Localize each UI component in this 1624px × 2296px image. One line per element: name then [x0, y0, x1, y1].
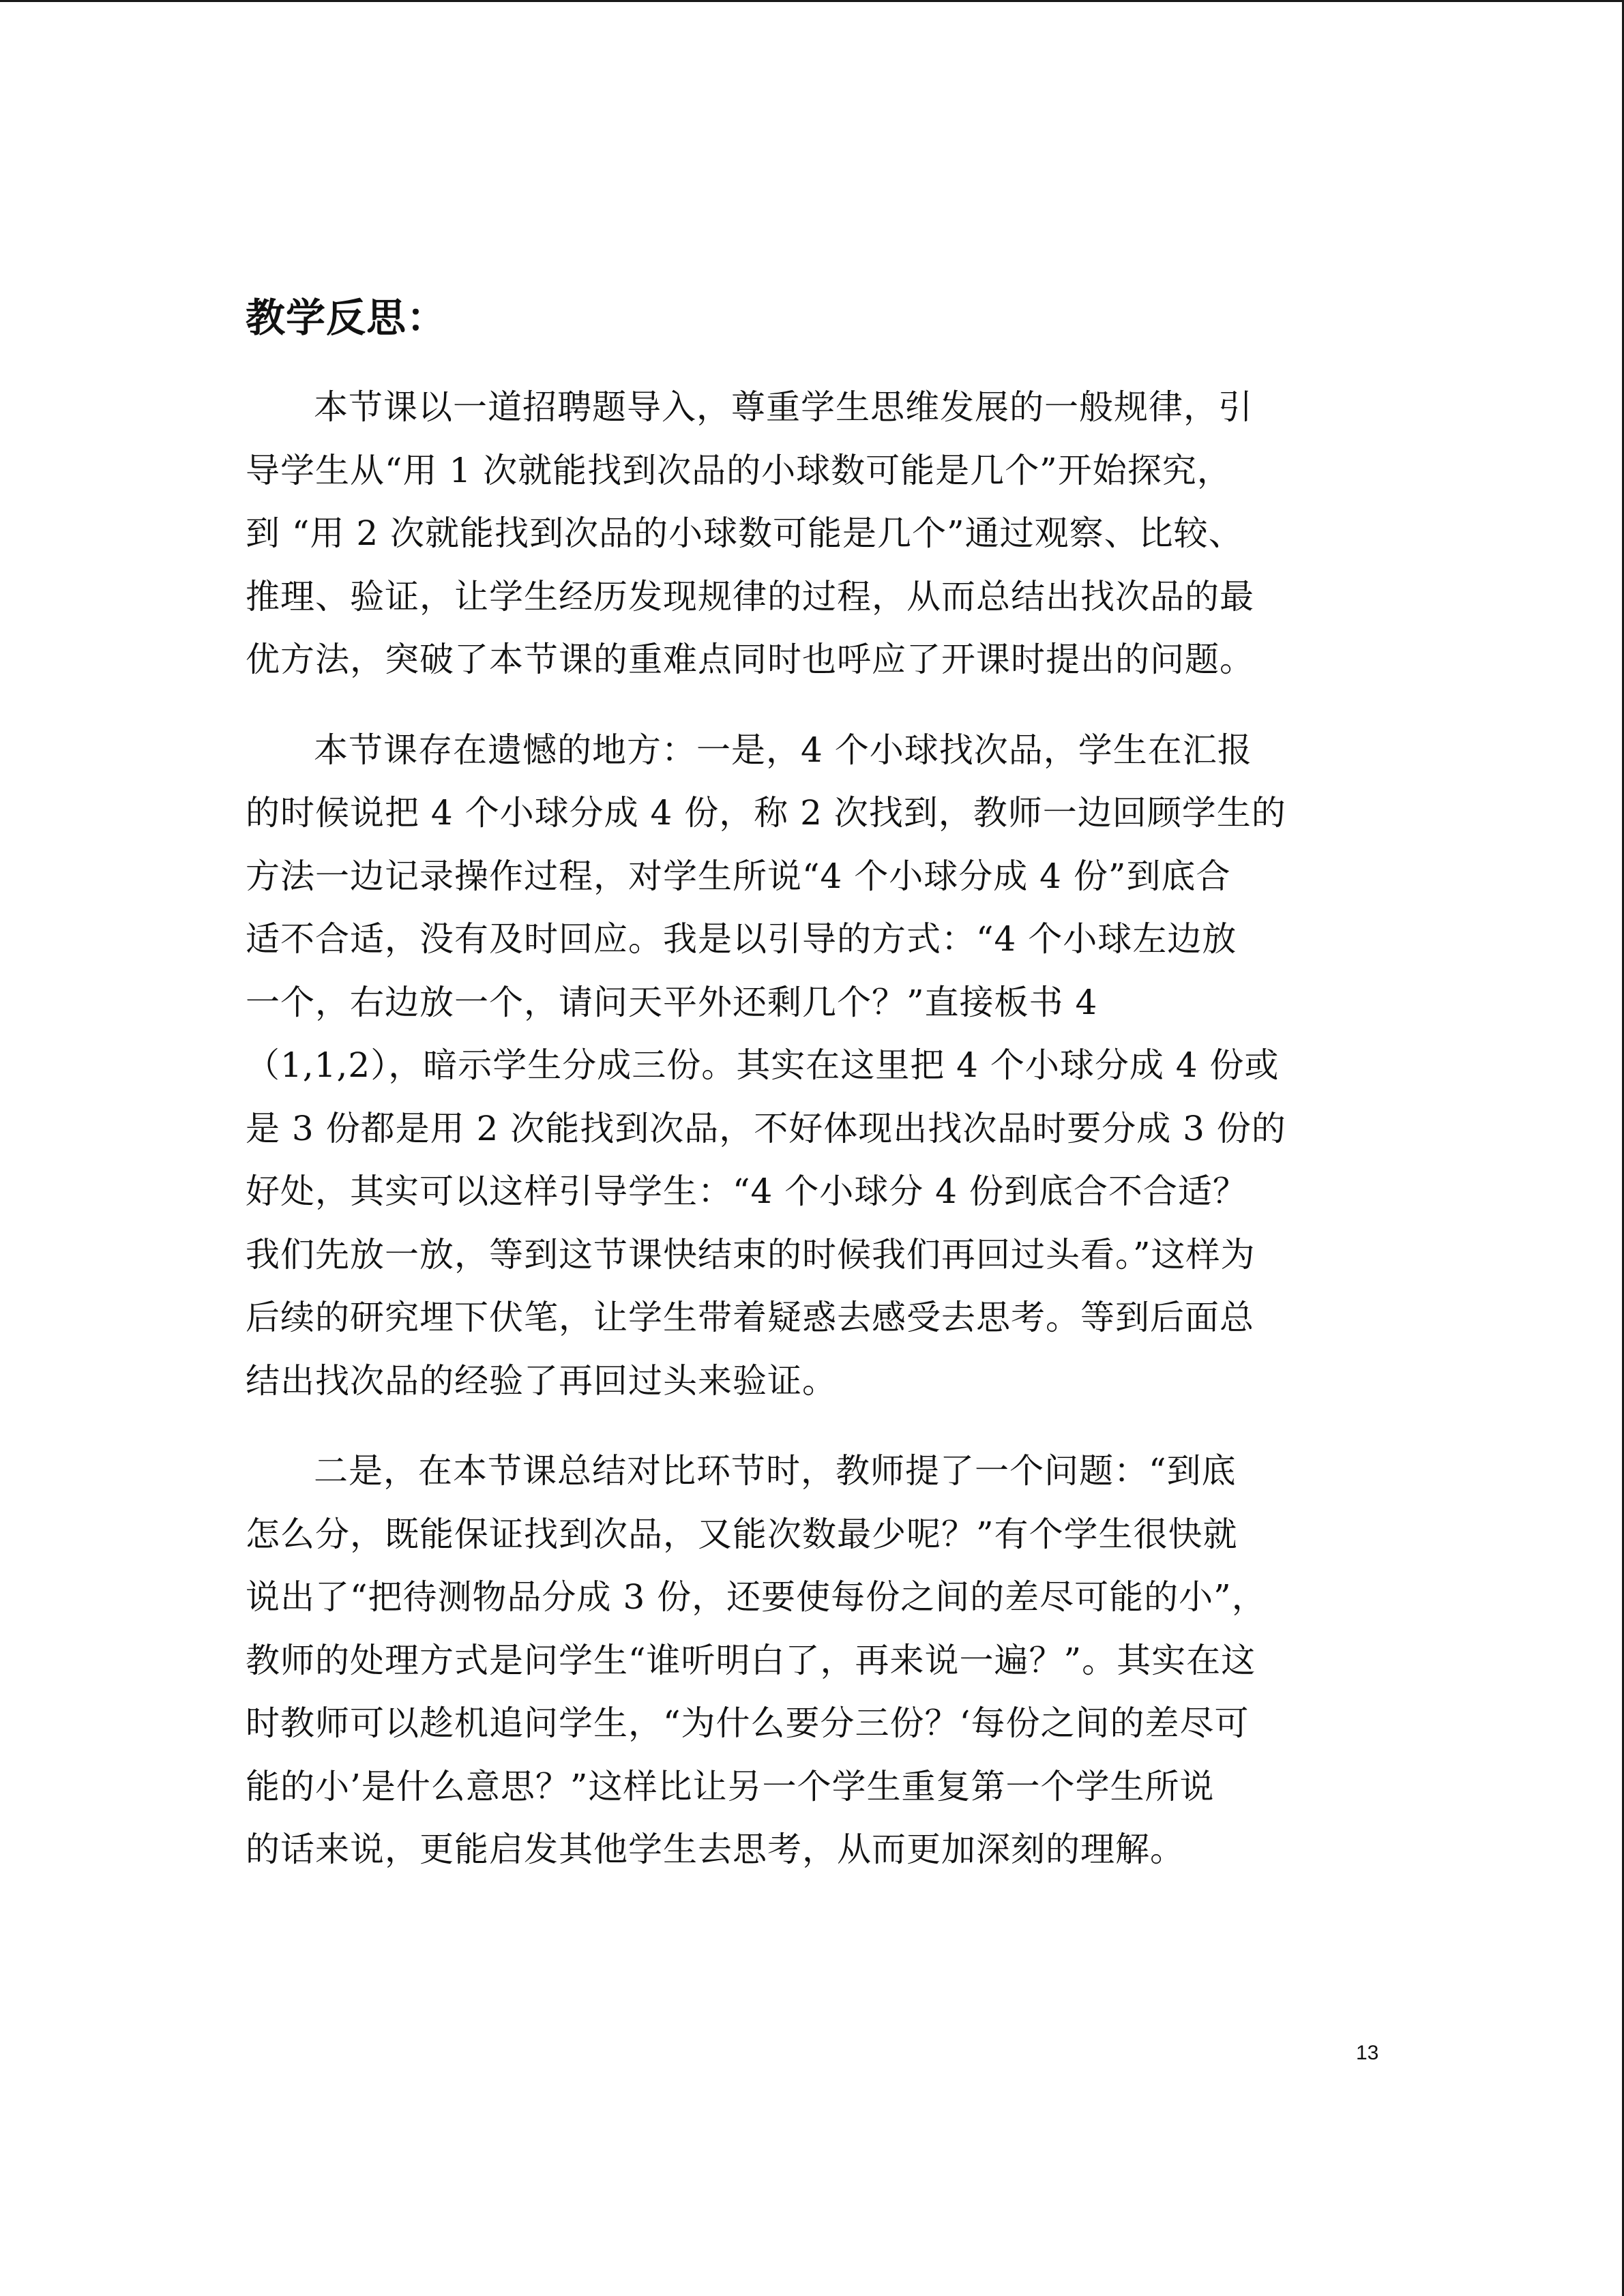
text-line: 怎么分，既能保证找到次品，又能次数最少呢？”有个学生很快就 [246, 1514, 1238, 1554]
text-line: 时教师可以趁机追问学生，“为什么要分三份？‘每份之间的差尽可 [246, 1703, 1250, 1743]
text-line: 优方法，突破了本节课的重难点同时也呼应了开课时提出的问题。 [246, 640, 1254, 679]
paragraph-1 [246, 376, 1391, 691]
text-line: 我们先放一放，等到这节课快结束的时候我们再回过头看。”这样为 [246, 1234, 1256, 1274]
text-line: 方法一边记录操作过程，对学生所说“4 个小球分成 4 份”到底合 [246, 856, 1231, 896]
text-line: 推理、验证，让学生经历发现规律的过程，从而总结出找次品的最 [246, 576, 1254, 616]
text-line: 适不合适，没有及时回应。我是以引导的方式：“4 个小球左边放 [246, 919, 1237, 959]
text-line: 二是，在本节课总结对比环节时，教师提了一个问题：“到底 [314, 1451, 1237, 1491]
text-line: 到 “用 2 次就能找到次品的小球数可能是几个”通过观察、比较、 [246, 513, 1243, 553]
text-line: 本节课存在遗憾的地方：一是，4 个小球找次品，学生在汇报 [314, 730, 1252, 770]
paragraph-2 [246, 719, 1391, 1413]
paragraph-3 [246, 1440, 1391, 1881]
text-line: 说出了“把待测物品分成 3 份，还要使每份之间的差尽可能的小”， [246, 1577, 1267, 1617]
page-number: 13 [1356, 2042, 1379, 2064]
text-line: （1,1,2），暗示学生分成三份。其实在这里把 4 个小球分成 4 份或 [246, 1045, 1280, 1085]
text-line: 能的小’是什么意思？”这样比让另一个学生重复第一个学生所说 [246, 1766, 1215, 1806]
text-line: 后续的研究埋下伏笔，让学生带着疑惑去感受去思考。等到后面总 [246, 1298, 1254, 1337]
text-line: 结出找次品的经验了再回过头来验证。 [246, 1360, 837, 1401]
page-content [246, 287, 1391, 1909]
text-line: 教师的处理方式是问学生“谁听明白了，再来说一遍？”。其实在这 [246, 1640, 1256, 1680]
text-line: 导学生从“用 1 次就能找到次品的小球数可能是几个”开始探究， [246, 450, 1232, 490]
text-line: 好处，其实可以这样引导学生：“4 个小球分 4 份到底合不合适？ [246, 1172, 1247, 1211]
text-line: 是 3 份都是用 2 次能找到次品，不好体现出找次品时要分成 3 份的 [246, 1108, 1286, 1148]
text-line: 的话来说，更能启发其他学生去思考，从而更加深刻的理解。 [246, 1830, 1185, 1869]
text-line: 本节课以一道招聘题导入，尊重学生思维发展的一般规律，引 [314, 387, 1253, 427]
text-line: 一个，右边放一个，请问天平外还剩几个？”直接板书 4 [246, 982, 1098, 1022]
text-line: 的时候说把 4 个小球分成 4 份，称 2 次找到，教师一边回顾学生的 [246, 793, 1286, 833]
section-heading: 教学反思： [246, 295, 447, 341]
